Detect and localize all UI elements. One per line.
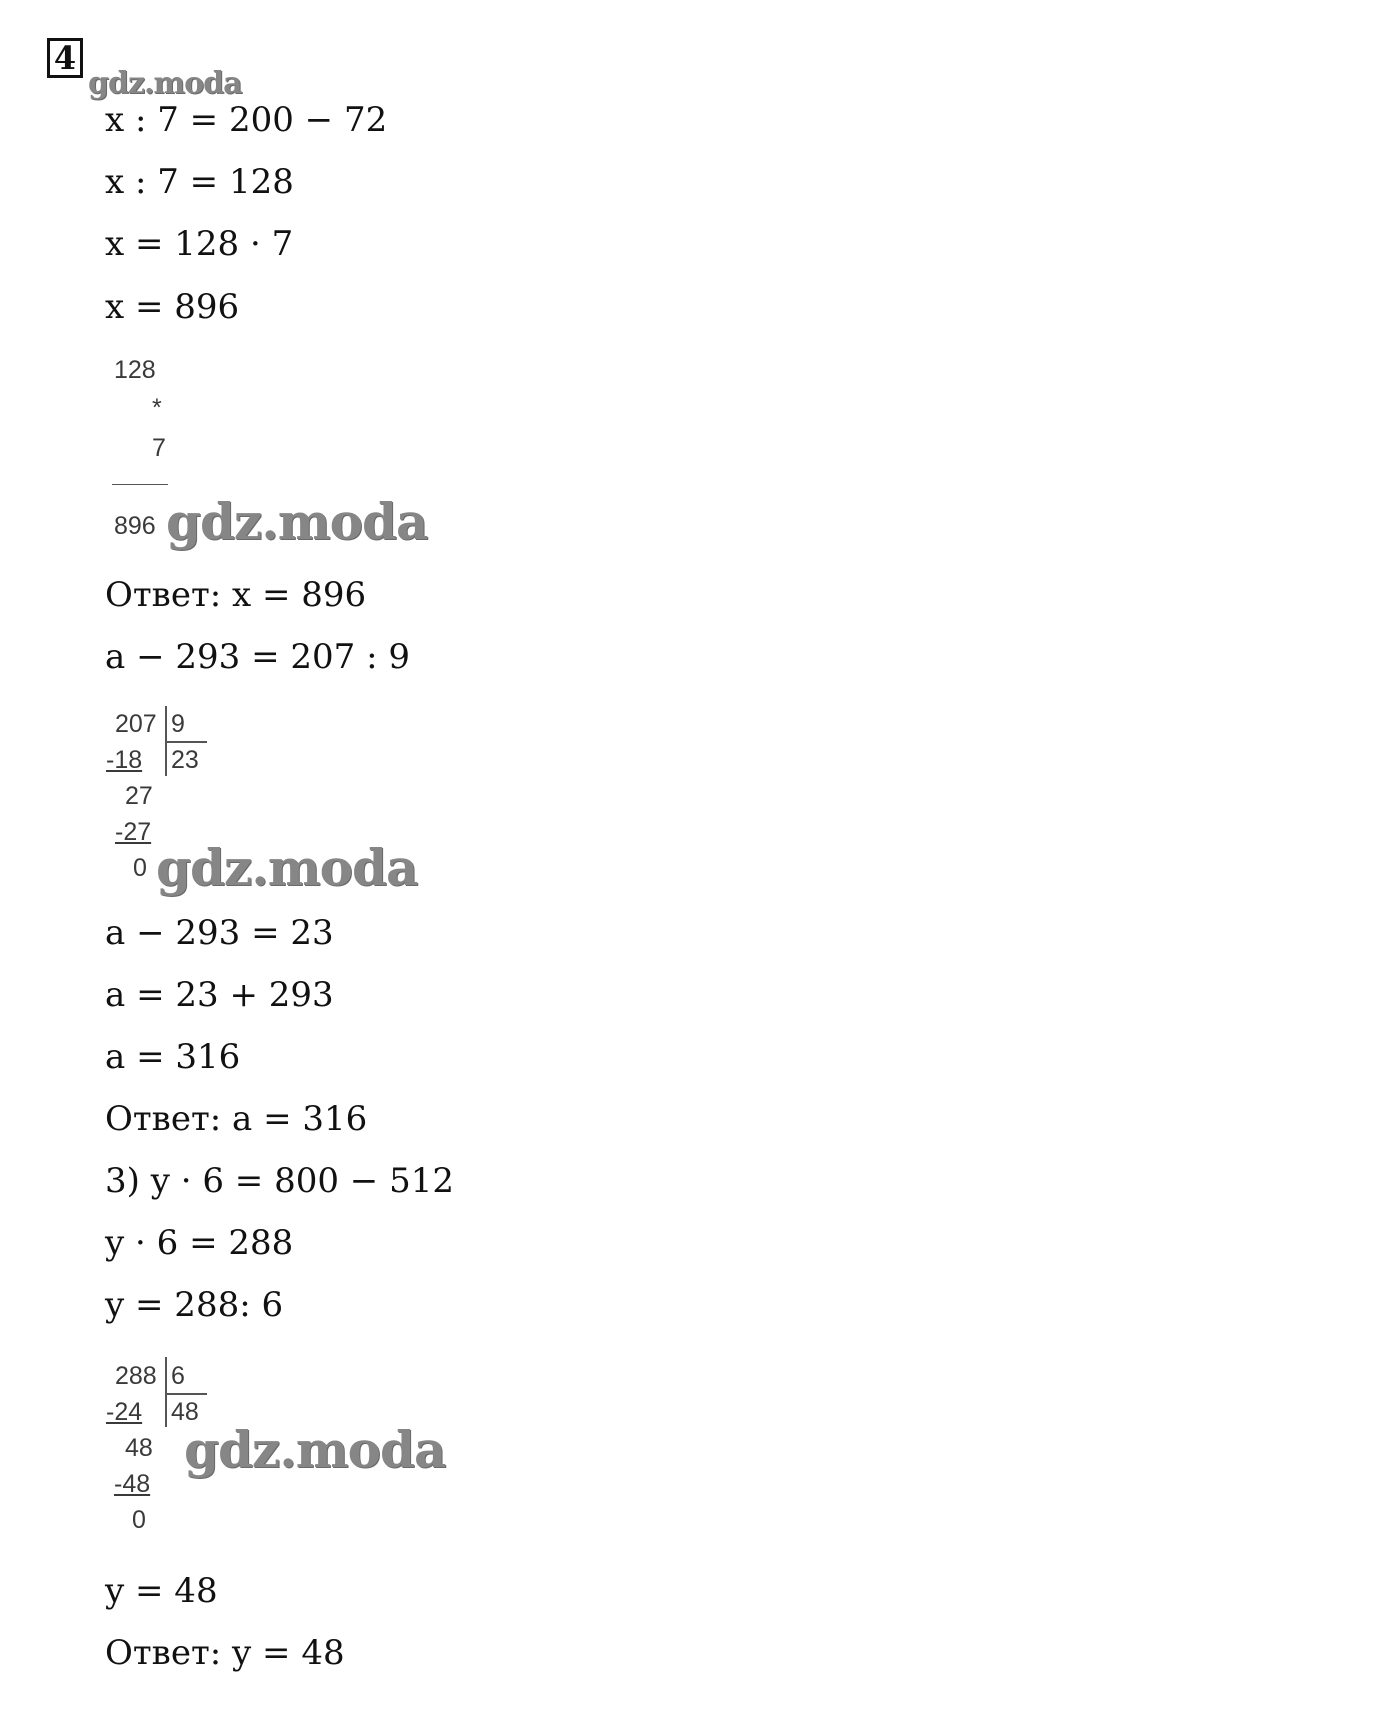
div2-vertical-rule bbox=[165, 1357, 167, 1427]
mult-operator: * bbox=[152, 394, 162, 422]
equation-line-9: a = 316 bbox=[105, 1037, 241, 1077]
div1-subtrahend-1: -18 bbox=[106, 746, 143, 774]
div1-remainder-1: 27 bbox=[125, 782, 153, 810]
mult-result: 896 bbox=[114, 512, 156, 540]
answer-line-2: Ответ: a = 316 bbox=[105, 1099, 368, 1139]
equation-line-14: y = 48 bbox=[105, 1571, 218, 1611]
equation-line-6: a − 293 = 207 : 9 bbox=[105, 637, 410, 677]
equation-line-1: x : 7 = 200 − 72 bbox=[105, 100, 388, 140]
div2-subtrahend-1: -24 bbox=[106, 1398, 143, 1426]
mult-factor-b: 7 bbox=[152, 434, 166, 462]
div1-subtrahend-2: -27 bbox=[115, 818, 152, 846]
div2-quotient: 48 bbox=[171, 1398, 199, 1426]
answer-line-3: Ответ: y = 48 bbox=[105, 1633, 345, 1673]
task-number-badge: 4 bbox=[47, 38, 83, 78]
equation-line-11: 3) y · 6 = 800 − 512 bbox=[105, 1161, 454, 1201]
div2-subtrahend-2: -48 bbox=[114, 1470, 151, 1498]
div2-dividend: 288 bbox=[115, 1362, 157, 1390]
watermark-logo: gdz.moda bbox=[156, 838, 418, 897]
mult-rule bbox=[112, 484, 168, 485]
div1-quotient: 23 bbox=[171, 746, 199, 774]
div1-dividend: 207 bbox=[115, 710, 157, 738]
equation-line-12: y · 6 = 288 bbox=[105, 1223, 294, 1263]
equation-line-4: x = 896 bbox=[105, 287, 240, 327]
div1-remainder-2: 0 bbox=[133, 854, 147, 882]
div2-remainder-1: 48 bbox=[125, 1434, 153, 1462]
equation-line-8: a = 23 + 293 bbox=[105, 975, 334, 1015]
mult-factor-a: 128 bbox=[114, 356, 156, 384]
watermark-logo: gdz.moda bbox=[184, 1420, 446, 1479]
div1-divisor: 9 bbox=[171, 710, 185, 738]
equation-line-7: a − 293 = 23 bbox=[105, 913, 334, 953]
equation-line-3: x = 128 · 7 bbox=[105, 224, 294, 264]
equation-line-2: x : 7 = 128 bbox=[105, 162, 294, 202]
answer-line-1: Ответ: x = 896 bbox=[105, 575, 367, 615]
watermark-logo: gdz.moda bbox=[166, 492, 428, 551]
div2-quotient-rule bbox=[167, 1393, 207, 1395]
equation-line-13: y = 288: 6 bbox=[105, 1285, 284, 1325]
watermark-logo: gdz.moda bbox=[88, 66, 242, 101]
div2-remainder-2: 0 bbox=[132, 1506, 146, 1534]
div1-quotient-rule bbox=[167, 741, 207, 743]
div2-divisor: 6 bbox=[171, 1362, 185, 1390]
